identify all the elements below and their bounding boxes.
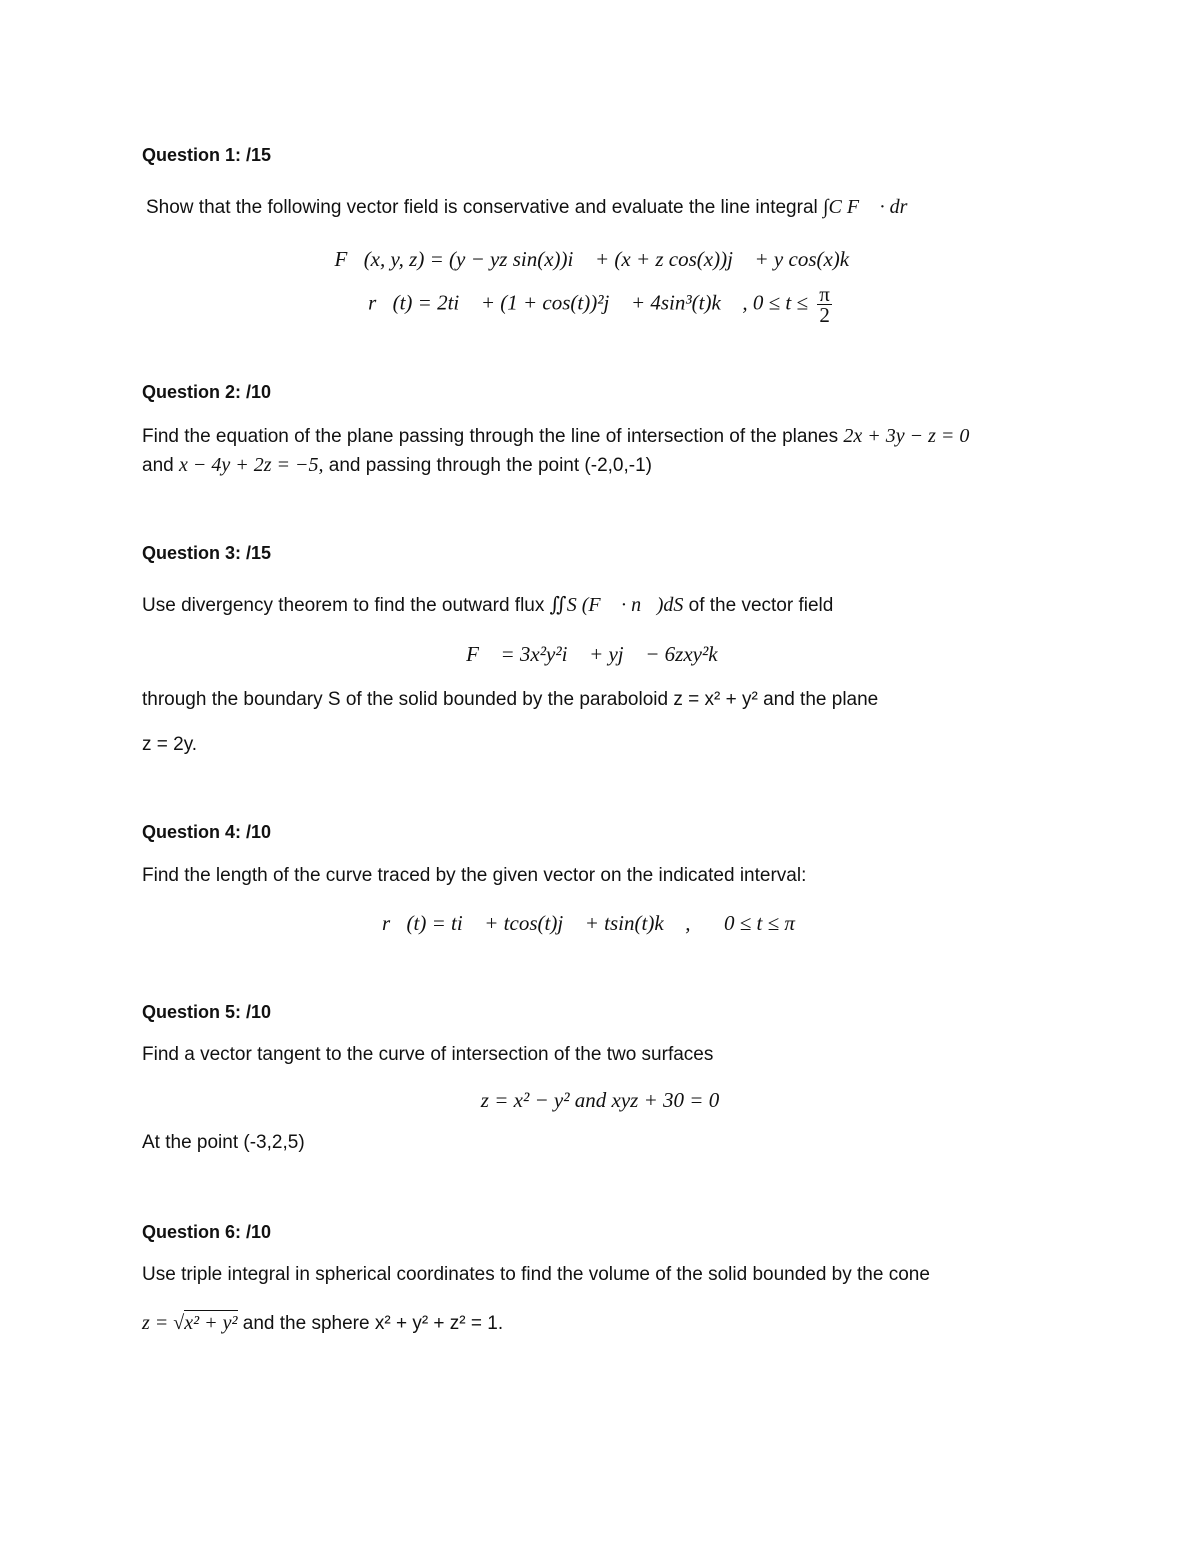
- question-4-heading: Question 4: /10: [142, 822, 272, 842]
- flux-integral-expression: ∬S (F⃗ · n⃗)dS: [549, 594, 684, 616]
- plane-equation-1: 2x + 3y − z = 0: [843, 425, 970, 447]
- question-5-surfaces-equation: z = x² − y² and xyz + 30 = 0: [480, 1088, 720, 1112]
- cone-equation-lhs: z = √: [142, 1312, 185, 1334]
- fraction-numerator: π: [819, 282, 830, 306]
- question-5-line-1: Find a vector tangent to the curve of intersection of the two surfaces: [142, 1044, 714, 1065]
- question-2-line-2: [142, 450, 1062, 481]
- question-2-line-1: [142, 421, 1062, 452]
- question-1-curve-equation: [0, 284, 1200, 325]
- question-3-heading: Question 3: /15: [142, 543, 272, 563]
- question-4-line-1: Find the length of the curve traced by the given vector on the indicated interval:: [142, 865, 807, 886]
- question-2-point-text: and passing through the point (-2,0,-1): [328, 455, 653, 476]
- question-4-curve-equation: r⃗(t) = ti⃗ + tcos(t)j⃗ + tsin(t)k⃗ ,: [382, 911, 691, 935]
- question-2-heading: Question 2: /10: [142, 382, 272, 402]
- question-3-line-1: [142, 590, 1062, 621]
- sphere-text: and the sphere x² + y² + z² = 1.: [242, 1313, 504, 1334]
- question-5-heading: Question 5: /10: [142, 1002, 272, 1022]
- question-1-prompt-text: Show that the following vector field is conservative and evaluate the line integral: [146, 197, 818, 218]
- question-3-line-3: z = 2y.: [142, 734, 198, 755]
- question-3-line-2: through the boundary S of the solid bounded by the paraboloid z = x² + y² and the plane: [142, 689, 879, 710]
- plane-equation-2: x − 4y + 2z = −5,: [178, 454, 324, 476]
- question-3-line-1-end: of the vector field: [688, 595, 834, 616]
- question-1-curve-text: r⃗(t) = 2ti⃗ + (1 + cos(t))²j⃗ + 4sin³(t)k⃗ , 0 ≤ t ≤: [368, 290, 809, 315]
- question-6-line-2: [142, 1308, 1062, 1339]
- fraction-denominator: 2: [819, 303, 830, 327]
- question-6-line-1: Use triple integral in spherical coordinates to find the volume of the solid bounded by the cone: [142, 1264, 930, 1285]
- question-2-and: and: [142, 455, 174, 476]
- question-2-line-1-text: Find the equation of the plane passing through the line of intersection of the planes: [142, 426, 839, 447]
- question-6-heading: Question 6: /10: [142, 1222, 272, 1242]
- question-3-field-equation: F⃗ = 3x²y²i⃗ + yj⃗ − 6zxy²k⃗: [466, 642, 734, 666]
- cone-radicand: x² + y²: [184, 1312, 238, 1334]
- pi-over-two-fraction: [817, 284, 832, 325]
- question-4-interval: 0 ≤ t ≤ π: [724, 911, 795, 935]
- line-integral-expression: ∫C F⃗ · dr⃗: [823, 196, 923, 218]
- question-1-heading: Question 1: /15: [142, 145, 272, 165]
- question-1-prompt: [146, 192, 1066, 223]
- question-5-line-2: At the point (-3,2,5): [142, 1132, 305, 1153]
- question-3-line-1-text: Use divergency theorem to find the outward flux: [142, 595, 545, 616]
- question-1-field-equation: F⃗(x, y, z) = (y − yz sin(x))i⃗ + (x + z cos(x))j⃗ + y cos(x)k⃗: [334, 247, 866, 271]
